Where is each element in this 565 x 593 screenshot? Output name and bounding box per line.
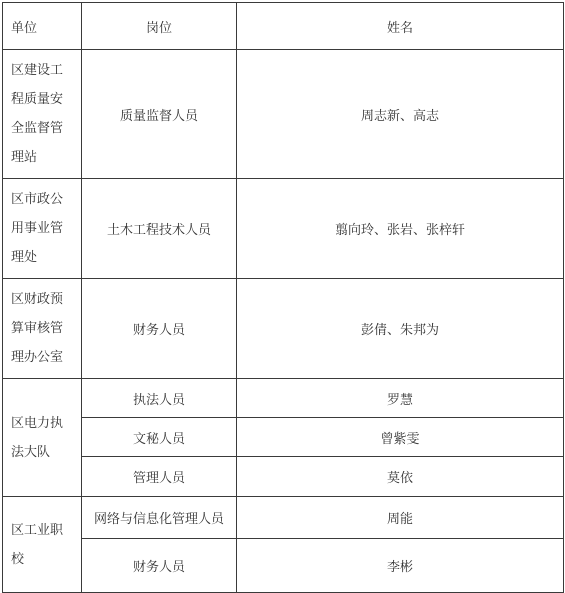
names-cell: 曾紫雯 xyxy=(237,418,564,457)
position-cell: 网络与信息化管理人员 xyxy=(82,497,237,539)
table-row xyxy=(3,179,564,279)
names-cell: 彭倩、朱邦为 xyxy=(237,279,564,379)
unit-cell xyxy=(3,279,82,379)
position-cell: 质量监督人员 xyxy=(82,50,237,179)
unit-text: 区电力执法大队 xyxy=(11,415,64,460)
table-row xyxy=(3,418,564,457)
header-row xyxy=(3,3,564,50)
table-row xyxy=(3,497,564,539)
header-name: 姓名 xyxy=(237,3,564,50)
unit-cell xyxy=(3,497,82,593)
unit-text: 区建设工程质量安全监督管理站 xyxy=(11,63,64,165)
unit-cell xyxy=(3,179,82,279)
position-cell: 管理人员 xyxy=(82,457,237,497)
names-cell: 莫依 xyxy=(237,457,564,497)
names-cell: 周志新、高志 xyxy=(237,50,564,179)
position-cell: 财务人员 xyxy=(82,279,237,379)
names-cell: 罗慧 xyxy=(237,379,564,418)
names-cell: 李彬 xyxy=(237,539,564,593)
table-row xyxy=(3,457,564,497)
position-cell: 文秘人员 xyxy=(82,418,237,457)
unit-text: 区工业职校 xyxy=(11,522,64,567)
table-row xyxy=(3,279,564,379)
position-cell: 土木工程技术人员 xyxy=(82,179,237,279)
position-cell: 执法人员 xyxy=(82,379,237,418)
unit-text: 区财政预算审核管理办公室 xyxy=(11,292,64,365)
position-cell: 财务人员 xyxy=(82,539,237,593)
unit-cell xyxy=(3,379,82,497)
names-cell: 翦向玲、张岩、张梓轩 xyxy=(237,179,564,279)
unit-text: 区市政公用事业管理处 xyxy=(11,192,64,265)
unit-cell xyxy=(3,50,82,179)
table-row xyxy=(3,539,564,593)
header-position: 岗位 xyxy=(82,3,237,50)
staff-table xyxy=(2,2,564,593)
table-row xyxy=(3,379,564,418)
table-row xyxy=(3,50,564,179)
names-cell: 周能 xyxy=(237,497,564,539)
header-unit: 单位 xyxy=(3,3,82,50)
